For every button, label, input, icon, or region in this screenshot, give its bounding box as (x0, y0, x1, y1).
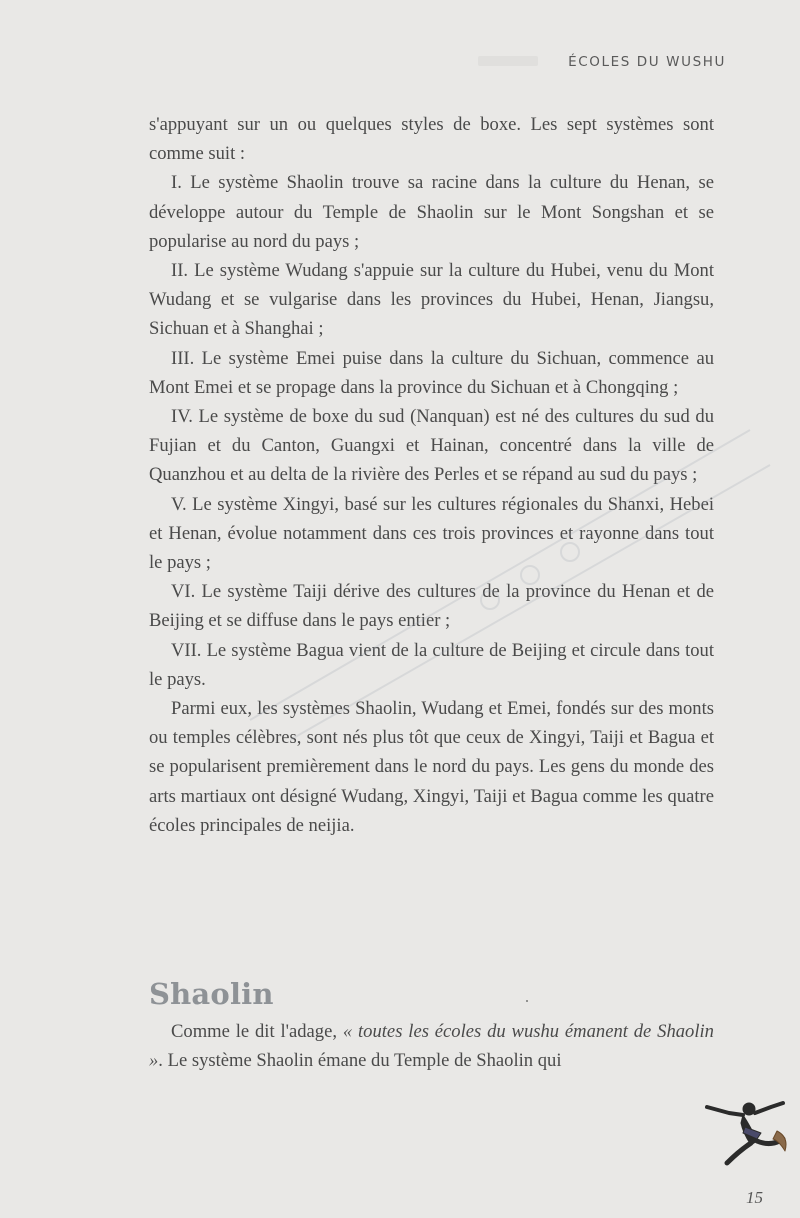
paragraph-system-7: VII. Le système Bagua vient de la culture de Beijing et circule dans tout le pays. (149, 639, 714, 690)
paragraph-continuation: s'appuyant sur un ou quelques styles de boxe. Les sept systèmes sont comme suit : (149, 114, 714, 165)
intro-before-quote: Comme le dit l'adage, (171, 1021, 343, 1042)
section-intro-paragraph (149, 1017, 714, 1075)
page-number: 15 (746, 1188, 763, 1207)
running-title: ÉCOLES DU WUSHU (568, 54, 726, 70)
paragraph-system-6: VI. Le système Taiji dérive des cultures de la province du Henan et de Beijing et se diffuse dans le pays entier ; (149, 581, 714, 632)
decorative-dot (526, 1000, 528, 1002)
paragraph-system-3: III. Le système Emei puise dans la culture du Sichuan, commence au Mont Emei et se propage dans la province du Sichuan et à Chongqing ; (149, 347, 714, 398)
section-body (149, 1017, 714, 1075)
body-text (149, 110, 714, 840)
paragraph-summary: Parmi eux, les systèmes Shaolin, Wudang et Emei, fondés sur des monts ou temples célèbres, sont nés plus tôt que ceux de Xingyi, Taiji et Bagua et se popularisent premièrement dans le nord du pays. Les gens du monde des arts martiaux ont désigné Wudang, Xingyi, Taiji et Bagua comme les quatre écoles principales de neijia. (149, 698, 714, 836)
martial-artist-icon (699, 1093, 794, 1173)
intro-after-quote: . Le système Shaolin émane du Temple de Shaolin qui (158, 1050, 562, 1072)
paragraph-system-2: II. Le système Wudang s'appuie sur la culture du Hubei, venu du Mont Wudang et se vulgarise dans les provinces du Hubei, Henan, Jiangsu, Sichuan et à Shanghai ; (149, 260, 714, 340)
paragraph-system-4: IV. Le système de boxe du sud (Nanquan) est né des cultures du sud du Fujian et du Canton, Guangxi et Hainan, concentré dans la ville de Quanzhou et au delta de la rivière des Perles et se répand au sud du pays ; (149, 406, 714, 486)
paragraph-system-5: V. Le système Xingyi, basé sur les cultures régionales du Shanxi, Hebei et Henan, évolue notamment dans ces trois provinces et rayonne dans tout le pays ; (149, 493, 714, 574)
section-title: Shaolin (149, 977, 274, 1012)
paragraph-system-1: I. Le système Shaolin trouve sa racine dans la culture du Henan, se développe autour du Temple de Shaolin sur le Mont Songshan et se popularise au nord du pays ; (149, 172, 714, 252)
header-decoration (478, 56, 538, 66)
proverb-quote: « toutes les écoles du wushu émanent de Shaolin » (149, 1021, 714, 1072)
